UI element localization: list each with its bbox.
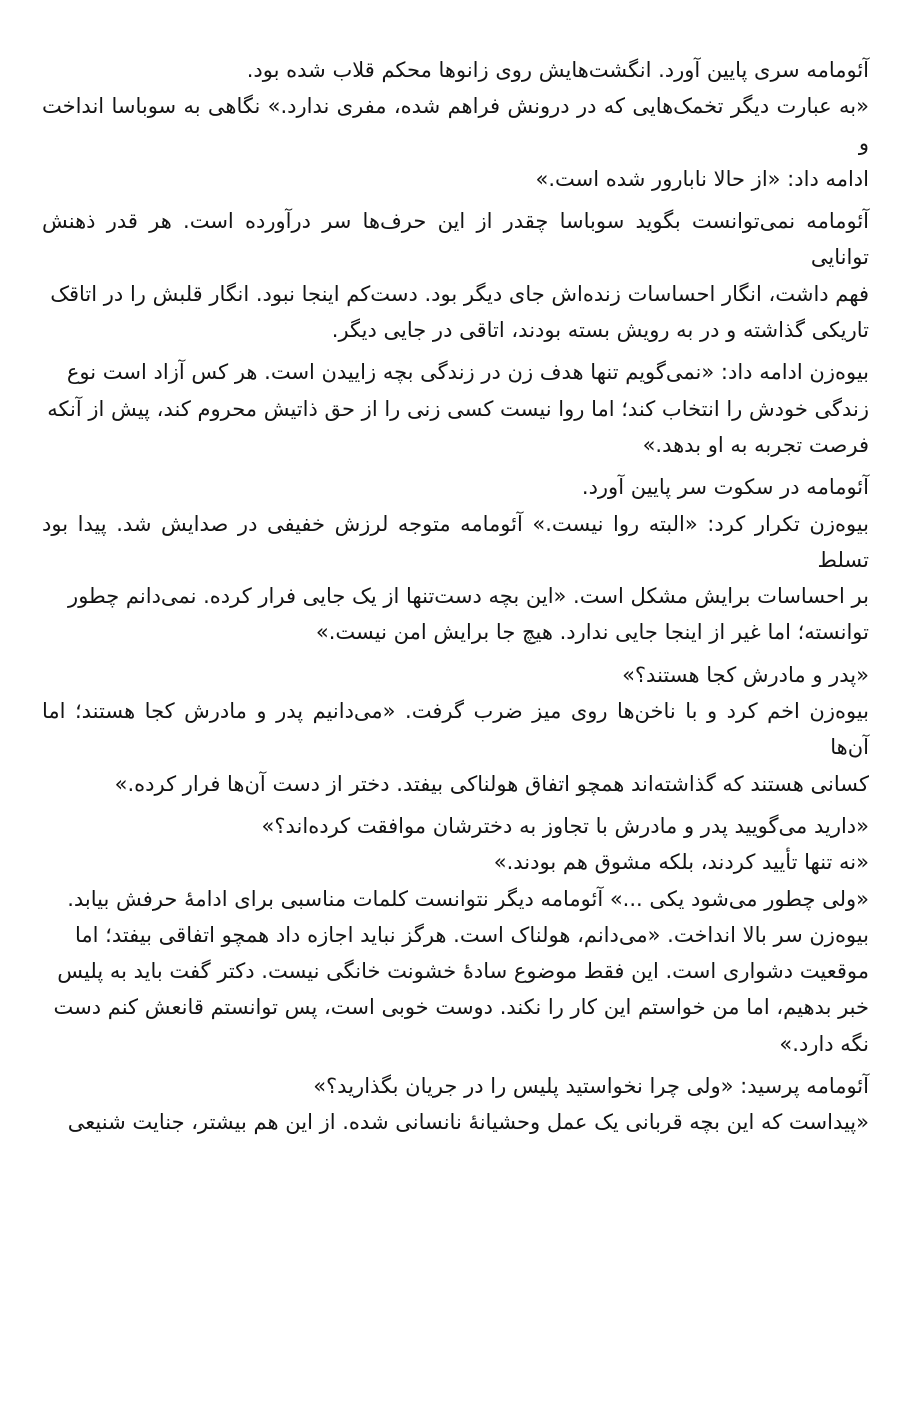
text-line: «پیداست که این بچه قربانی یک عمل وحشیانهٔ نانسانی شده. از این هم بیشتر، جنایت شنیعی <box>67 1110 869 1135</box>
text-line: آئومامه در سکوت سر پایین آورد. <box>581 475 869 500</box>
paragraph <box>42 203 869 348</box>
text-line: بیوه‌زن سر بالا انداخت. «می‌دانم، هولناک است. هرگز نباید اجازه داد همچو اتفاقی بیفتد؛ اما <box>74 922 869 947</box>
text-line: فهم داشت، انگار احساسات زنده‌اش جای دیگر بود. دست‌کم اینجا نبود. انگار قلبش را در اتاقک <box>50 281 869 306</box>
text-line: آئومامه پرسید: «ولی چرا نخواستید پلیس را در جریان بگذارید؟» <box>313 1074 869 1099</box>
text-line: بیوه‌زن ادامه داد: «نمی‌گویم تنها هدف زن در زندگی بچه زاییدن است. هر کس آزاد است نوع <box>66 360 869 385</box>
text-line: «دارید می‌گویید پدر و مادرش با تجاوز به دخترشان موافقت کرده‌اند؟» <box>261 813 869 838</box>
paragraph <box>42 354 869 463</box>
paragraph <box>42 693 869 802</box>
text-line: بیوه‌زن تکرار کرد: «البته روا نیست.» آئومامه متوجه لرزش خفیفی در صدایش شد. پیدا بود تسلط <box>42 511 869 572</box>
text-line: فرصت تجربه به او بدهد.» <box>642 432 869 457</box>
book-page <box>42 52 869 1141</box>
text-line: زندگی خودش را انتخاب کند؛ اما روا نیست کسی زنی را از حق ذاتیش محروم کند، پیش از آنکه <box>47 396 869 421</box>
paragraph <box>42 1068 869 1104</box>
text-line: آئومامه سری پایین آورد. انگشت‌هایش روی زانوها محکم قلاب شده بود. <box>246 58 869 82</box>
text-line: «پدر و مادرش کجا هستند؟» <box>622 662 869 687</box>
text-line: ادامه داد: «از حالا نابارور شده است.» <box>535 166 869 191</box>
paragraph <box>42 506 869 651</box>
paragraph <box>42 917 869 1062</box>
paragraph <box>42 844 869 880</box>
paragraph <box>42 881 869 917</box>
paragraph <box>42 1104 869 1140</box>
text-line: موقعیت دشواری است. این فقط موضوع سادهٔ خشونت خانگی نیست. دکتر گفت باید به پلیس <box>57 959 869 984</box>
paragraph <box>42 469 869 505</box>
paragraph <box>42 52 869 88</box>
text-line: آئومامه نمی‌توانست بگوید سوباسا چقدر از این حرف‌ها سر درآورده است. هر قدر ذهنش توانایی <box>42 209 869 270</box>
text-line: خبر بدهیم، اما من خواستم این کار را نکند. دوست خوبی است، پس توانستم قانعش کنم دست <box>53 995 869 1020</box>
text-line: «نه تنها تأیید کردند، بلکه مشوق هم بودند.» <box>493 850 869 875</box>
text-line: کسانی هستند که گذاشته‌اند همچو اتفاق هولناکی بیفتد. دختر از دست آن‌ها فرار کرده.» <box>114 771 869 796</box>
text-line: «به عبارت دیگر تخمک‌هایی که در درونش فراهم شده، مفری ندارد.» نگاهی به سوباسا انداخت و <box>42 94 869 155</box>
paragraph <box>42 808 869 844</box>
text-line: بیوه‌زن اخم کرد و با ناخن‌ها روی میز ضرب گرفت. «می‌دانیم پدر و مادرش کجا هستند؛ اما آن‌ها <box>42 699 869 760</box>
text-line: تاریکی گذاشته و در به رویش بسته بودند، اتاقی در جایی دیگر. <box>331 318 869 343</box>
paragraph <box>42 88 869 197</box>
paragraph <box>42 657 869 693</box>
text-line: بر احساسات برایش مشکل است. «این بچه دست‌تنها از یک جایی فرار کرده. نمی‌دانم چطور <box>68 584 869 609</box>
text-line: نگه دارد.» <box>779 1031 869 1056</box>
text-line: «ولی چطور می‌شود یکی ...» آئومامه دیگر نتوانست کلمات مناسبی برای ادامهٔ حرفش بیابد. <box>67 886 869 911</box>
text-line: توانسته؛ اما غیر از اینجا جایی ندارد. هیچ جا برایش امن نیست.» <box>315 620 869 645</box>
